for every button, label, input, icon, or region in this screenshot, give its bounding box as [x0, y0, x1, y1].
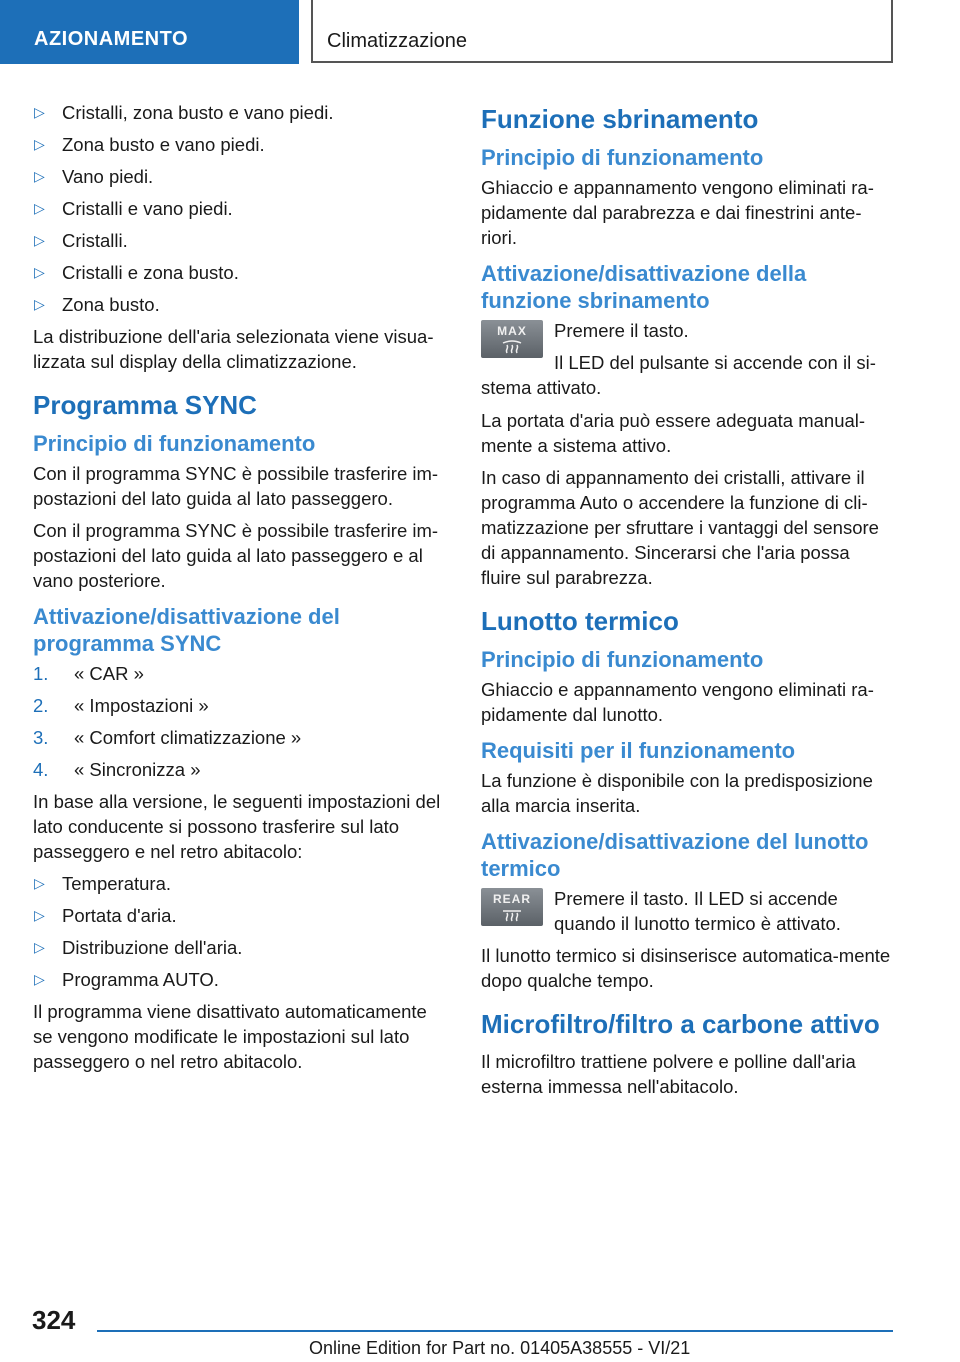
list-item: ▷ Portata d'aria.: [34, 905, 177, 926]
triangle-bullet-icon: ▷: [34, 232, 45, 248]
list-item: ▷ Cristalli, zona busto e vano piedi.: [34, 102, 334, 123]
list-item: ▷ Vano piedi.: [34, 166, 154, 187]
paragraph: Con il programma SYNC è possibile trasferire im-postazioni del lato guida al lato passeggero e al vano posteriore.: [33, 520, 439, 591]
step-item: 3. « Comfort climatizzazione »: [33, 727, 302, 748]
list-item: ▷ Cristalli e zona busto.: [34, 262, 239, 283]
list-item: ▷ Programma AUTO.: [34, 969, 219, 990]
page-number: 324: [32, 1305, 76, 1335]
rear-key-row: [481, 886, 891, 936]
paragraph: Premere il tasto.: [554, 320, 689, 341]
paragraph: In caso di appannamento dei cristalli, attivare il programma Auto o accendere la funzione di cli-matizzazione per sfruttare i vantaggi del sensore di appannamento. Sincerarsi che l'aria possa fluire sul parabrezza.: [481, 467, 879, 588]
subheading-principio: Principio di funzionamento: [33, 431, 316, 456]
paragraph: La portata d'aria può essere adeguata manual-mente a sistema attivo.: [481, 410, 866, 456]
triangle-bullet-icon: ▷: [34, 875, 45, 891]
chapter-tab: [311, 0, 893, 63]
left-column: [33, 100, 448, 1081]
paragraph: La distribuzione dell'aria selezionata viene visua-lizzata sul display della climatizzazione.: [33, 326, 434, 372]
step-item: 4. « Sincronizza »: [33, 759, 201, 780]
paragraph: La funzione è disponibile con la predisposizione alla marcia inserita.: [481, 770, 873, 816]
paragraph: Il microfiltro trattiene polvere e polline dall'aria esterna immessa nell'abitacolo.: [481, 1051, 856, 1097]
heat-waves-icon: [502, 908, 522, 922]
paragraph: Premere il tasto. Il LED si accende quando il lunotto termico è attivato.: [554, 888, 841, 934]
footer-divider: [97, 1330, 893, 1332]
heading-sync: Programma SYNC: [33, 390, 257, 420]
section-title: AZIONAMENTO: [34, 28, 189, 50]
heading-microfiltro: Microfiltro/filtro a carbone attivo: [481, 1009, 880, 1039]
step-item: 2. « Impostazioni »: [33, 695, 209, 716]
subheading-attivazione-sbrinamento: Attivazione/disattivazione della funzione sbrinamento: [481, 261, 807, 313]
triangle-bullet-icon: ▷: [34, 971, 45, 987]
paragraph: Con il programma SYNC è possibile trasferire im-postazioni del lato guida al lato passeggero.: [33, 463, 439, 509]
triangle-bullet-icon: ▷: [34, 104, 45, 120]
right-column: [481, 100, 891, 1106]
paragraph: Il programma viene disattivato automaticamente se vengono modificate le impostazioni sul lato passeggero o nel retro abitacolo.: [33, 1001, 427, 1072]
heading-sbrinamento: Funzione sbrinamento: [481, 104, 759, 134]
rear-defrost-button-icon: REAR: [481, 888, 543, 926]
subheading-principio: Principio di funzionamento: [481, 647, 764, 672]
subheading-requisiti: Requisiti per il funzionamento: [481, 738, 796, 763]
subheading-principio: Principio di funzionamento: [481, 145, 764, 170]
max-key-row: [481, 318, 891, 400]
triangle-bullet-icon: ▷: [34, 264, 45, 280]
list-item: ▷ Distribuzione dell'aria.: [34, 937, 243, 958]
list-item: ▷ Cristalli e vano piedi.: [34, 198, 233, 219]
triangle-bullet-icon: ▷: [34, 907, 45, 923]
heading-lunotto: Lunotto termico: [481, 606, 679, 636]
triangle-bullet-icon: ▷: [34, 200, 45, 216]
list-item: ▷ Zona busto e vano piedi.: [34, 134, 265, 155]
list-item: ▷ Cristalli.: [34, 230, 128, 251]
triangle-bullet-icon: ▷: [34, 168, 45, 184]
paragraph: Il lunotto termico si disinserisce automatica-mente dopo qualche tempo.: [481, 945, 891, 991]
paragraph: Il LED del pulsante si accende con il si-stema attivato.: [481, 352, 876, 398]
edition-footer: Online Edition for Part no. 01405A38555 - VI/21: [309, 1338, 691, 1358]
step-item: 1. « CAR »: [33, 663, 144, 684]
chapter-title: Climatizzazione: [327, 30, 468, 52]
max-defrost-button-icon: MAX: [481, 320, 543, 358]
subheading-attivazione-lunotto: Attivazione/disattivazione del lunotto termico: [481, 829, 869, 881]
paragraph: In base alla versione, le seguenti impostazioni del lato conducente si possono trasferire sul lato passeggero e nel retro abitacolo:: [33, 791, 441, 862]
triangle-bullet-icon: ▷: [34, 296, 45, 312]
subheading-attivazione-sync: Attivazione/disattivazione del programma SYNC: [33, 604, 340, 656]
list-item: ▷ Temperatura.: [34, 873, 171, 894]
paragraph: Ghiaccio e appannamento vengono eliminati ra-pidamente dal lunotto.: [481, 679, 874, 725]
heat-waves-icon: [502, 340, 522, 354]
section-tab: [0, 0, 299, 64]
triangle-bullet-icon: ▷: [34, 939, 45, 955]
paragraph: Ghiaccio e appannamento vengono eliminati ra-pidamente dal parabrezza e dai finestrini ante-riori.: [481, 177, 874, 248]
list-item: ▷ Zona busto.: [34, 294, 160, 315]
triangle-bullet-icon: ▷: [34, 136, 45, 152]
